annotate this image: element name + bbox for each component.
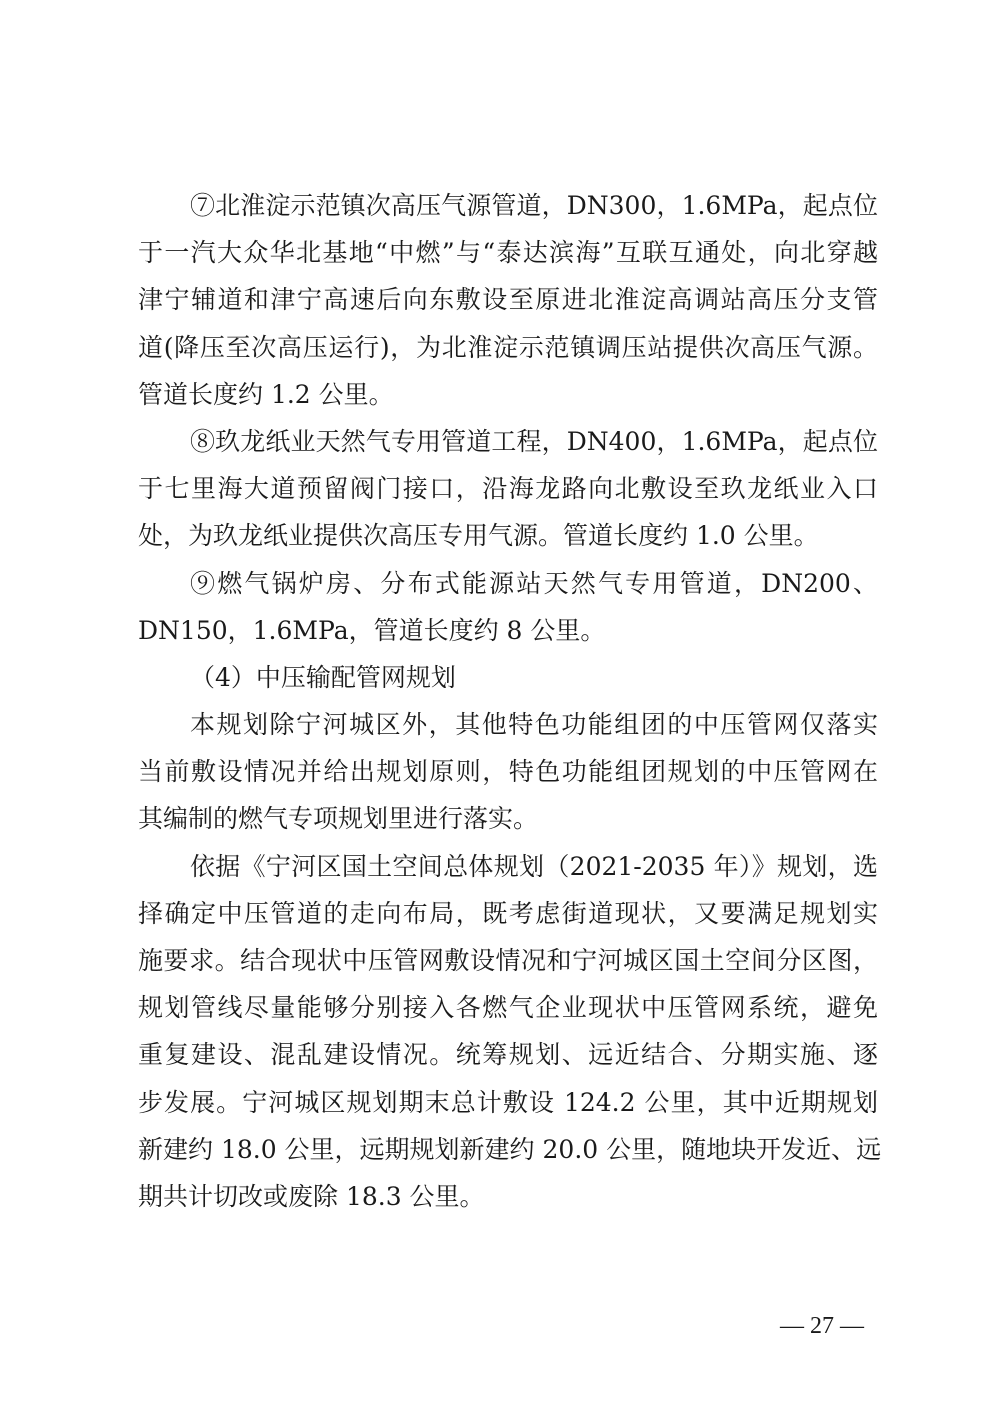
text-line: 于一汽大众华北基地“中燃”与“泰达滨海”互联互通处，向北穿越: [138, 238, 878, 268]
paragraph: [138, 182, 878, 418]
text-line: DN150，1.6MPa，管道长度约 8 公里。: [138, 615, 606, 645]
text-line: 道(降压至次高压运行)，为北淮淀示范镇调压站提供次高压气源。: [138, 332, 878, 362]
text-line: 期共计切改或废除 18.3 公里。: [138, 1181, 485, 1211]
text-line: 施要求。结合现状中压管网敷设情况和宁河城区国土空间分区图，: [138, 946, 878, 975]
paragraph: [138, 843, 882, 1221]
text-line: 于七里海大道预留阀门接口，沿海龙路向北敷设至玖龙纸业入口: [138, 474, 878, 504]
text-line: 处，为玖龙纸业提供次高压专用气源。管道长度约 1.0 公里。: [138, 521, 819, 551]
text-line: 当前敷设情况并给出规划原则，特色功能组团规划的中压管网在: [138, 757, 878, 787]
paragraph: [138, 560, 878, 654]
text-line: ⑧玖龙纸业天然气专用管道工程，DN400，1.6MPa，起点位: [190, 426, 878, 456]
text-line: 依据《宁河区国土空间总体规划（2021-2035 年）》规划，选: [190, 851, 878, 881]
text-line: 新建约 18.0 公里，远期规划新建约 20.0 公里，随地块开发近、远: [138, 1134, 882, 1164]
text-line: ⑨燃气锅炉房、分布式能源站天然气专用管道，DN200、: [190, 568, 878, 598]
text-line: 管道长度约 1.2 公里。: [138, 379, 394, 409]
document-body: [138, 182, 882, 1220]
text-line: 本规划除宁河城区外，其他特色功能组团的中压管网仅落实: [190, 710, 878, 740]
text-line: （4）中压输配管网规划: [190, 662, 456, 692]
page-number: — 27 —: [780, 1313, 864, 1339]
paragraph: [138, 418, 878, 560]
text-line: 津宁辅道和津宁高速后向东敷设至原进北淮淀高调站高压分支管: [138, 285, 878, 315]
text-line: ⑦北淮淀示范镇次高压气源管道，DN300，1.6MPa，起点位: [190, 191, 878, 220]
text-line: 重复建设、混乱建设情况。统筹规划、远近结合、分期实施、逐: [138, 1040, 878, 1070]
text-line: 规划管线尽量能够分别接入各燃气企业现状中压管网系统，避免: [138, 993, 878, 1023]
paragraph: [138, 701, 878, 843]
text-line: 步发展。宁河城区规划期末总计敷设 124.2 公里，其中近期规划: [138, 1087, 878, 1117]
section-heading: [138, 654, 878, 701]
text-line: 择确定中压管道的走向布局，既考虑街道现状，又要满足规划实: [138, 898, 878, 928]
text-line: 其编制的燃气专项规划里进行落实。: [138, 804, 539, 834]
